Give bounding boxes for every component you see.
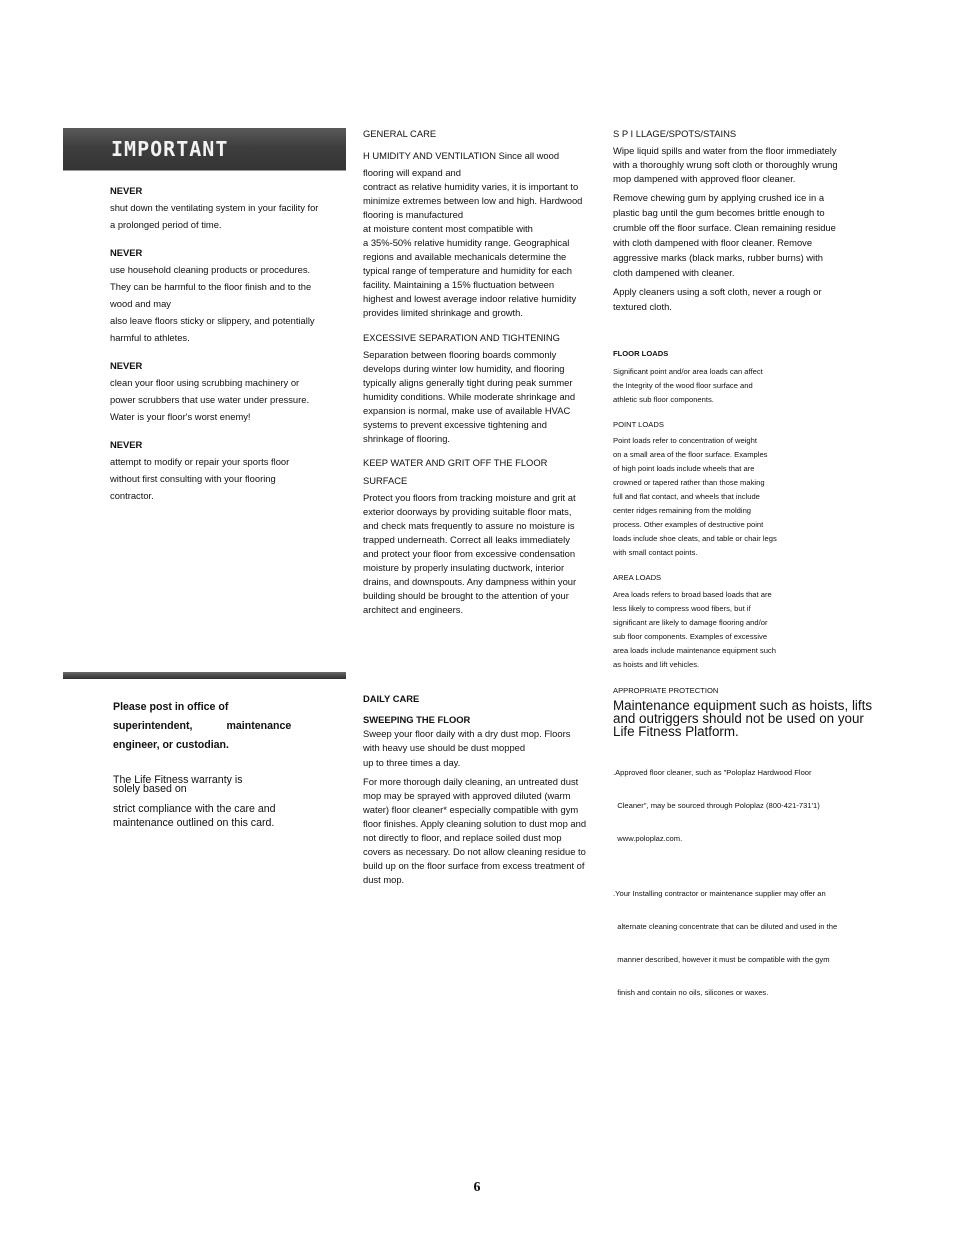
never-line: attempt to modify or repair your sports floor bbox=[110, 456, 290, 467]
protection-statement: Maintenance equipment such as hoists, lifts and outriggers should not be used on your Life Fitness Platform. bbox=[613, 698, 873, 739]
general-care-heading: GENERAL CARE bbox=[363, 128, 437, 139]
never-line: power scrubbers that use water under pressure. bbox=[110, 394, 310, 405]
general-care-section bbox=[363, 127, 603, 617]
area-loads-heading: AREA LOADS bbox=[613, 573, 662, 582]
banner-title: IMPORTANT bbox=[111, 137, 229, 161]
water-body: Protect you floors from tracking moisture and grit at exterior doorways by providing suitable floor mats, and check mats frequently to assure no moisture is trapped underneath. Correct all leaks immediately and protect your floor from excessive condensation moisture by properly insulating ductwork, interior drains, and downspouts. Any dampness within your building should be brought to the attention of your architect and engineers. bbox=[363, 492, 577, 615]
post-notice bbox=[113, 698, 343, 755]
thorough-cleaning-body: For more thorough daily cleaning, an untreated dust mop may be sprayed with approved diluted (warm water) floor cleaner* especially compatible with gym floor finishes. Apply cleaning solution to dust mop and not directly to floor, and replace soiled dust mop covers as necessary. Do not allow cleaning residue to build up on the floor surface from excess treatment of dust mop. bbox=[363, 776, 587, 885]
spillage-paragraph: Apply cleaners using a soft cloth, never a rough or textured cloth. bbox=[613, 286, 822, 312]
protection-heading: APPROPRIATE PROTECTION bbox=[613, 686, 719, 695]
separation-heading: EXCESSIVE SEPARATION AND TIGHTENING bbox=[363, 332, 560, 343]
humidity-heading: H UMIDITY AND VENTILATION Since all wood bbox=[363, 150, 560, 161]
sweeping-heading: SWEEPING THE FLOOR bbox=[363, 714, 471, 725]
spillage-paragraph: Remove chewing gum by applying crushed ice in a plastic bag until the gum becomes brittle enough to crumble off the floor surface. Clean remaining residue with cloth dampened with floor cleaner. Remove aggressive marks (black marks, rubber burns) with cloth dampened with cleaner. bbox=[613, 192, 836, 278]
footnote-cleaner: .Approved floor cleaner, such as "Poloplaz Hardwood Floor Cleaner", may be sourced through Poloplaz (800-421-731'1) www.poloplaz.com. bbox=[613, 768, 820, 843]
post-line: engineer, or custodian. bbox=[113, 739, 229, 751]
point-loads-heading: POINT LOADS bbox=[613, 420, 664, 429]
humidity-line: flooring will expand and bbox=[363, 167, 461, 178]
never-line: They can be harmful to the floor finish and to the bbox=[110, 281, 312, 292]
spillage-heading: S P I LLAGE/SPOTS/STAINS bbox=[613, 128, 737, 139]
warranty-line: strict compliance with the care and bbox=[113, 803, 276, 815]
floor-loads-intro: Significant point and/or area loads can affect the Integrity of the wood floor surface and athletic sub floor components. bbox=[613, 367, 763, 404]
never-line: Water is your floor's worst enemy! bbox=[110, 411, 251, 422]
warranty-line: maintenance outlined on this card. bbox=[113, 817, 275, 829]
never-line: without first consulting with your flooring bbox=[110, 473, 276, 484]
never-line: clean your floor using scrubbing machinery or bbox=[110, 377, 300, 388]
never-item bbox=[110, 244, 340, 346]
never-item bbox=[110, 436, 340, 504]
never-line: use household cleaning products or procedures. bbox=[110, 264, 311, 275]
never-heading: NEVER bbox=[110, 247, 143, 258]
never-list bbox=[110, 182, 340, 504]
never-line: harmful to athletes. bbox=[110, 332, 190, 343]
warranty-line: The Life Fitness warranty is bbox=[113, 774, 243, 786]
separation-body: Separation between flooring boards commonly develops during winter low humidity, and flooring typically aligns generally tight during peak summer humidity conditions. While moderate shrinkage and expansion is normal, make use of available HVAC systems to prevent excessive tightening and shrinkage of flooring. bbox=[363, 349, 576, 444]
daily-care-heading: DAILY CARE bbox=[363, 693, 420, 704]
never-heading: NEVER bbox=[110, 185, 143, 196]
section-divider bbox=[63, 672, 346, 679]
spillage-section bbox=[613, 127, 858, 314]
never-line: also leave floors sticky or slippery, and potentially bbox=[110, 315, 315, 326]
daily-care-section bbox=[363, 692, 603, 887]
never-item bbox=[110, 182, 340, 233]
never-heading: NEVER bbox=[110, 439, 143, 450]
important-banner bbox=[63, 128, 346, 170]
warranty-line: solely based on bbox=[113, 783, 187, 795]
water-heading: KEEP WATER AND GRIT OFF THE FLOOR bbox=[363, 457, 548, 468]
page-number: 6 bbox=[473, 1180, 481, 1195]
never-line: a prolonged period of time. bbox=[110, 219, 222, 230]
post-line: superintendent, maintenance bbox=[113, 720, 292, 732]
area-loads-body: Area loads refers to broad based loads that are less likely to compress wood fibers, but if significant are likely to damage flooring and/or sub floor components. Examples of excessive area loads include maintenance equipment such as hoists and lift vehicles. bbox=[613, 590, 776, 669]
footnote-contractor: .Your Installing contractor or maintenance supplier may offer an alternate cleaning concentrate that can be diluted and used in the manner described, however it must be compatible with the gym finish and contain no oils, silicones or waxes. bbox=[613, 889, 838, 997]
post-line: Please post in office of bbox=[113, 701, 229, 713]
sweeping-body: Sweep your floor daily with a dry dust mop. Floors with heavy use should be dust mopped up to three times a day. bbox=[363, 728, 571, 768]
never-heading: NEVER bbox=[110, 360, 143, 371]
spillage-paragraph: Wipe liquid spills and water from the floor immediately with a thoroughly wrung soft cloth or thoroughly wrung mop dampened with approved floor cleaner. bbox=[613, 145, 838, 184]
never-line: shut down the ventilating system in your facility for bbox=[110, 202, 319, 213]
floor-loads-section bbox=[613, 347, 858, 672]
never-line: contractor. bbox=[110, 490, 154, 501]
never-line: wood and may bbox=[110, 298, 171, 309]
protection-section bbox=[613, 684, 893, 1020]
floor-loads-heading: FLOOR LOADS bbox=[613, 349, 669, 358]
never-item bbox=[110, 357, 340, 425]
warranty-note bbox=[113, 774, 343, 830]
water-heading: SURFACE bbox=[363, 475, 408, 486]
humidity-body: contract as relative humidity varies, it is important to minimize extremes between low and high. Hardwood flooring is manufactured at moisture content most compatible with a 35%-50% relative humidity range. Geographical regions and available mechanicals determine the typical range of temperature and humidity for each facility. Maintaining a 15% fluctuation between highest and lowest average indoor relative humidity provides limited shrinkage and growth. bbox=[363, 181, 583, 318]
point-loads-body: Point loads refer to concentration of weight on a small area of the floor surface. Examples of high point loads include wheels that are crowned or tapered rather than those making full and flat contact, and wheels that include center ridges remaining from the molding process. Other examples of destructive point loads include shoe cleats, and table or chair legs with small contact points. bbox=[613, 436, 777, 557]
